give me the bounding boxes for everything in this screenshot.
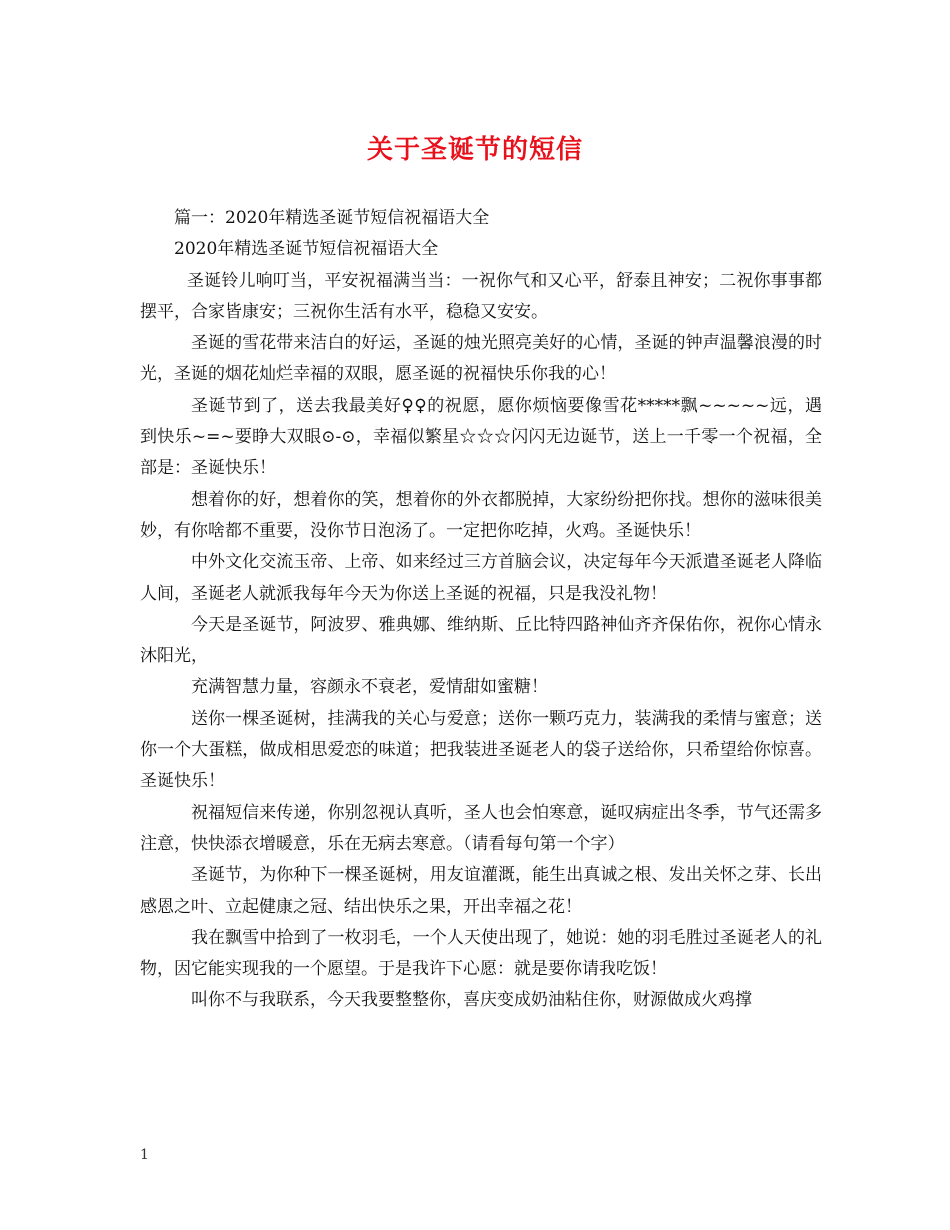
- paragraph: 今天是圣诞节，阿波罗、雅典娜、维纳斯、丘比特四路神仙齐齐保佑你，祝你心情永沐阳光，: [140, 614, 822, 667]
- paragraph: 叫你不与我联系，今天我要整整你，喜庆变成奶油粘住你，财源做成火鸡撑: [191, 990, 752, 1011]
- document-body: [140, 203, 822, 1017]
- paragraph: 送你一棵圣诞树，挂满我的关心与爱意；送你一颗巧克力，装满我的柔情与蜜意；送你一个大蛋糕，做成相思爱恋的味道；把我装进圣诞老人的袋子送给你，只希望给你惊喜。圣诞快乐！: [140, 708, 822, 792]
- paragraph: 祝福短信来传递，你别忽视认真听，圣人也会怕寒意，诞叹病症出冬季，节气还需多注意，快快添衣增暖意，乐在无病去寒意。（请看每句第一个字）: [140, 802, 822, 854]
- paragraph: 想着你的好，想着你的笑，想着你的外衣都脱掉，大家纷纷把你找。想你的滋味很美妙，有你啥都不重要，没你节日泡汤了。一定把你吃掉，火鸡。圣诞快乐！: [140, 489, 822, 541]
- section-heading: 篇一：2020年精选圣诞节短信祝福语大全: [174, 208, 490, 228]
- paragraph: 圣诞铃儿响叮当，平安祝福满当当：一祝你气和又心平，舒泰且神安；二祝你事事都摆平，合家皆康安；三祝你生活有水平，稳稳又安安。: [140, 270, 822, 322]
- paragraph: 我在飘雪中拾到了一枚羽毛，一个人天使出现了，她说：她的羽毛胜过圣诞老人的礼物，因它能实现我的一个愿望。于是我许下心愿：就是要你请我吃饭！: [140, 927, 822, 980]
- paragraph: 圣诞节到了，送去我最美好♀♀的祝愿，愿你烦恼要像雪花*****飘~~~~~远，遇到快乐~=~要睁大双眼⊙-⊙，幸福似繁星☆☆☆闪闪无边诞节，送上一千零一个祝福，全部是：圣诞快乐！: [140, 395, 822, 479]
- document-title: 关于圣诞节的短信: [366, 135, 583, 165]
- page-number: 1: [140, 1147, 149, 1163]
- paragraph: 中外文化交流玉帝、上帝、如来经过三方首脑会议，决定每年今天派遣圣诞老人降临人间，圣诞老人就派我每年今天为你送上圣诞的祝福，只是我没礼物！: [140, 552, 822, 604]
- section-subheading: 2020年精选圣诞节短信祝福语大全: [174, 239, 439, 260]
- paragraph: 圣诞节，为你种下一棵圣诞树，用友谊灌溉，能生出真诚之根、发出关怀之芽、长出感恩之叶、立起健康之冠、结出快乐之果，开出幸福之花！: [140, 865, 822, 917]
- paragraph: 充满智慧力量，容颜永不衰老，爱情甜如蜜糖！: [191, 677, 548, 698]
- paragraph: 圣诞的雪花带来洁白的好运，圣诞的烛光照亮美好的心情，圣诞的钟声温馨浪漫的时光，圣诞的烟花灿烂幸福的双眼，愿圣诞的祝福快乐你我的心！: [140, 333, 822, 385]
